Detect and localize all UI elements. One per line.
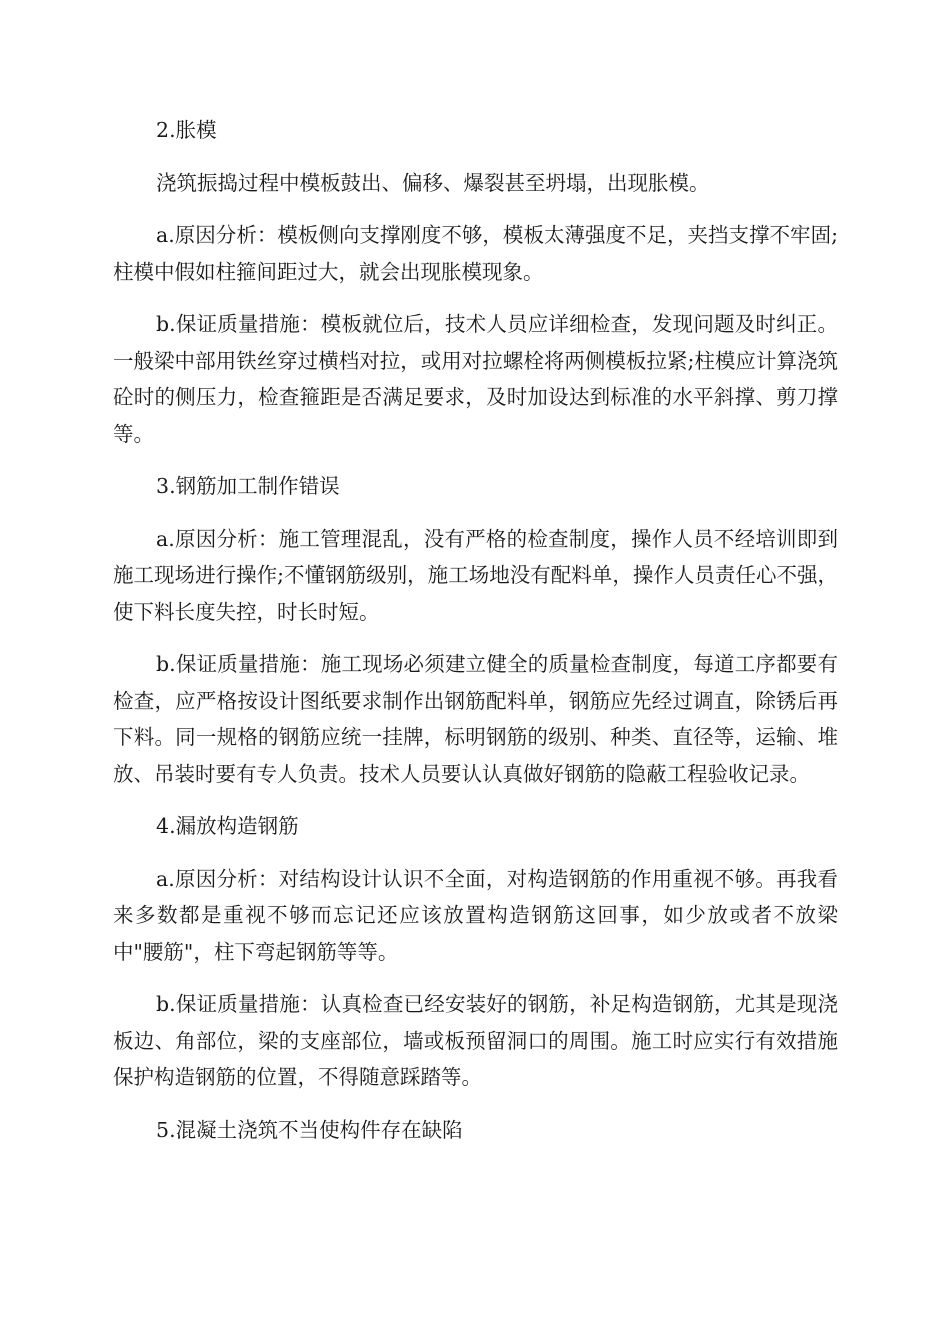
section-heading-expansion: 2.胀模	[156, 118, 217, 142]
document-body	[113, 112, 838, 1164]
paragraph-rebar-error-measures: b.保证质量措施：施工现场必须建立健全的质量检查制度，每道工序都要有检查，应严格按设计图纸要求制作出钢筋配料单，钢筋应先经过调直，除锈后再下料。同一规格的钢筋应统一挂牌，标明钢筋的级别、种类、直径等，运输、堆放、吊装时要有专人负责。技术人员要认认真做好钢筋的隐蔽工程验收记录。	[113, 652, 838, 786]
paragraph-missing-rebar-cause: a.原因分析：对结构设计认识不全面，对构造钢筋的作用重视不够。再我看来多数都是重视不够而忘记还应该放置构造钢筋这回事，如少放或者不放梁中"腰筋"，柱下弯起钢筋等等。	[113, 866, 838, 964]
section-heading-missing-rebar: 4.漏放构造钢筋	[156, 814, 299, 838]
paragraph-expansion-description: 浇筑振捣过程中模板鼓出、偏移、爆裂甚至坍塌，出现胀模。	[156, 170, 710, 195]
paragraph-expansion-cause: a.原因分析：模板侧向支撑刚度不够，模板太薄强度不足，夹挡支撑不牢固;柱模中假如柱箍间距过大，就会出现胀模现象。	[113, 223, 838, 284]
paragraph-rebar-error-cause: a.原因分析：施工管理混乱，没有严格的检查制度，操作人员不经培训即到施工现场进行操作;不懂钢筋级别，施工场地没有配料单，操作人员责任心不强，使下料长度失控，时长时短。	[113, 526, 838, 624]
paragraph-missing-rebar-measures: b.保证质量措施：认真检查已经安装好的钢筋，补足构造钢筋，尤其是现浇板边、角部位，梁的支座部位，墙或板预留洞口的周围。施工时应实行有效措施保护构造钢筋的位置，不得随意踩踏等。	[113, 992, 838, 1089]
section-heading-concrete-defects: 5.混凝土浇筑不当使构件存在缺陷	[156, 1117, 463, 1142]
section-heading-rebar-error: 3.钢筋加工制作错误	[156, 474, 340, 498]
paragraph-expansion-measures: b.保证质量措施：模板就位后，技术人员应详细检查，发现问题及时纠正。一般梁中部用铁丝穿过横档对拉，或用对拉螺栓将两侧模板拉紧;柱模应计算浇筑砼时的侧压力，检查箍距是否满足要求，及时加设达到标准的水平斜撑、剪刀撑等。	[113, 312, 838, 446]
